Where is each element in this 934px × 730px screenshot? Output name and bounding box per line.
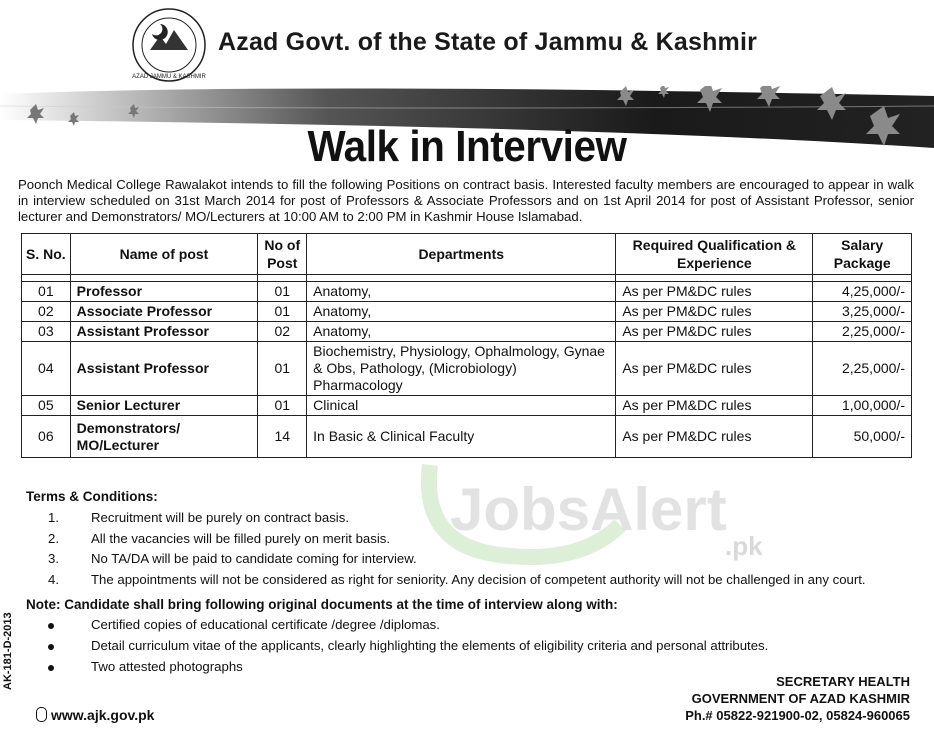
- row-qualification: As per PM&DC rules: [616, 416, 813, 458]
- header-num-posts: No of Post: [258, 234, 307, 275]
- header-salary: Salary Package: [813, 234, 912, 275]
- row-department: Clinical: [307, 396, 616, 416]
- note-heading: Note: Candidate shall bring following original documents at the time of interview along with:: [26, 597, 618, 612]
- positions-table: [21, 233, 912, 458]
- row-num-posts: 01: [258, 396, 307, 416]
- documents-list: [40, 617, 920, 680]
- row-qualification: As per PM&DC rules: [616, 282, 813, 302]
- list-item: [40, 531, 920, 552]
- row-post: Senior Lecturer: [70, 396, 258, 416]
- table-row: [22, 282, 912, 302]
- term-text: The appointments will not be considered as right for seniority. Any decision of competent authority will not be challenged in any court.: [91, 571, 866, 587]
- row-num-posts: 01: [258, 282, 307, 302]
- watermark-text: JobsAlert: [450, 476, 727, 543]
- row-qualification: As per PM&DC rules: [616, 342, 813, 396]
- term-number: 2.: [48, 530, 59, 546]
- row-department: Anatomy,: [307, 282, 616, 302]
- signature-title: SECRETARY HEALTH: [776, 674, 910, 689]
- term-text: No TA/DA will be paid to candidate coming for interview.: [91, 551, 417, 566]
- row-post: Associate Professor: [70, 302, 258, 322]
- row-num-posts: 14: [258, 416, 307, 458]
- row-sno: 03: [22, 322, 71, 342]
- list-item: [40, 638, 920, 659]
- row-salary: 50,000/-: [813, 416, 912, 458]
- row-salary: 3,25,000/-: [813, 302, 912, 322]
- page-title: Walk in Interview: [307, 122, 627, 171]
- table-row: [22, 342, 912, 396]
- table-row: [22, 396, 912, 416]
- row-num-posts: 01: [258, 302, 307, 322]
- row-salary: 1,00,000/-: [813, 396, 912, 416]
- row-post: Professor: [70, 282, 258, 302]
- bullet-icon: [48, 623, 54, 629]
- row-sno: 05: [22, 396, 71, 416]
- row-num-posts: 02: [258, 322, 307, 342]
- signature-block: [685, 673, 910, 724]
- table-row: [22, 416, 912, 458]
- svg-text:AZAD JAMMU & KASHMIR: AZAD JAMMU & KASHMIR: [132, 74, 206, 80]
- row-salary: 4,25,000/-: [813, 282, 912, 302]
- website-text[interactable]: www.ajk.gov.pk: [51, 707, 155, 723]
- row-post: Assistant Professor: [70, 322, 258, 342]
- table-row: [22, 302, 912, 322]
- row-sno: 04: [22, 342, 71, 396]
- row-sno: 06: [22, 416, 71, 458]
- mouse-icon: [36, 707, 47, 722]
- row-salary: 2,25,000/-: [813, 342, 912, 396]
- table-row: [22, 322, 912, 342]
- document-text: Detail curriculum vitae of the applicants, clearly highlighting the elements of eligibility criteria and personal attributes.: [91, 638, 769, 653]
- document-text: Two attested photographs: [91, 659, 243, 674]
- header-sno: S. No.: [22, 234, 71, 275]
- row-department: Biochemistry, Physiology, Ophalmology, Gynae & Obs, Pathology, (Microbiology) Pharmacology: [307, 342, 616, 396]
- website-link[interactable]: [36, 707, 154, 723]
- watermark-suffix: .pk: [725, 531, 763, 561]
- term-text: Recruitment will be purely on contract basis.: [91, 510, 349, 525]
- ajk-emblem-logo: [130, 6, 208, 84]
- terms-heading: Terms & Conditions:: [26, 489, 158, 504]
- row-num-posts: 01: [258, 342, 307, 396]
- header-departments: Departments: [307, 234, 616, 275]
- intro-paragraph: Poonch Medical College Rawalakot intends to fill the following Positions on contract basis. Interested faculty members are encouraged to appear in walk in interview scheduled on 31st March 2014 for post of Professors & Associate Professors and on 1st April 2014 for post of Assistant Professor, senior lecturer and Demonstrators/ MO/Lecturers at 10:00 AM to 2:00 PM in Kashmir House Islamabad.: [18, 177, 914, 224]
- organization-title: Azad Govt. of the State of Jammu & Kashmir: [218, 28, 758, 56]
- row-post: Assistant Professor: [70, 342, 258, 396]
- row-sno: 01: [22, 282, 71, 302]
- signature-phone: Ph.# 05822-921900-02, 05824-960065: [685, 708, 910, 723]
- header: [0, 0, 934, 90]
- list-item: [40, 617, 920, 638]
- bullet-icon: [48, 644, 54, 650]
- row-department: Anatomy,: [307, 322, 616, 342]
- row-sno: 02: [22, 302, 71, 322]
- signature-department: GOVERNMENT OF AZAD KASHMIR: [691, 691, 910, 706]
- document-text: Certified copies of educational certificate /degree /diplomas.: [91, 617, 440, 632]
- row-qualification: As per PM&DC rules: [616, 302, 813, 322]
- term-number: 1.: [48, 510, 59, 525]
- term-number: 4.: [48, 571, 59, 587]
- row-salary: 2,25,000/-: [813, 322, 912, 342]
- row-department: In Basic & Clinical Faculty: [307, 416, 616, 458]
- term-number: 3.: [48, 551, 59, 566]
- bullet-icon: [48, 665, 54, 671]
- row-department: Anatomy,: [307, 302, 616, 322]
- list-item: [40, 551, 920, 572]
- header-post: Name of post: [70, 234, 258, 275]
- list-item: [40, 510, 920, 531]
- row-qualification: As per PM&DC rules: [616, 396, 813, 416]
- header-qualification: Required Qualification & Experience: [616, 234, 813, 275]
- terms-list: [40, 510, 920, 592]
- table-header-row: [22, 234, 912, 275]
- row-qualification: As per PM&DC rules: [616, 322, 813, 342]
- term-text: All the vacancies will be filled purely on merit basis.: [91, 530, 391, 546]
- row-post: Demonstrators/ MO/Lecturer: [70, 416, 258, 458]
- list-item: [40, 572, 920, 593]
- reference-number: AK-181-D-2013: [2, 612, 14, 690]
